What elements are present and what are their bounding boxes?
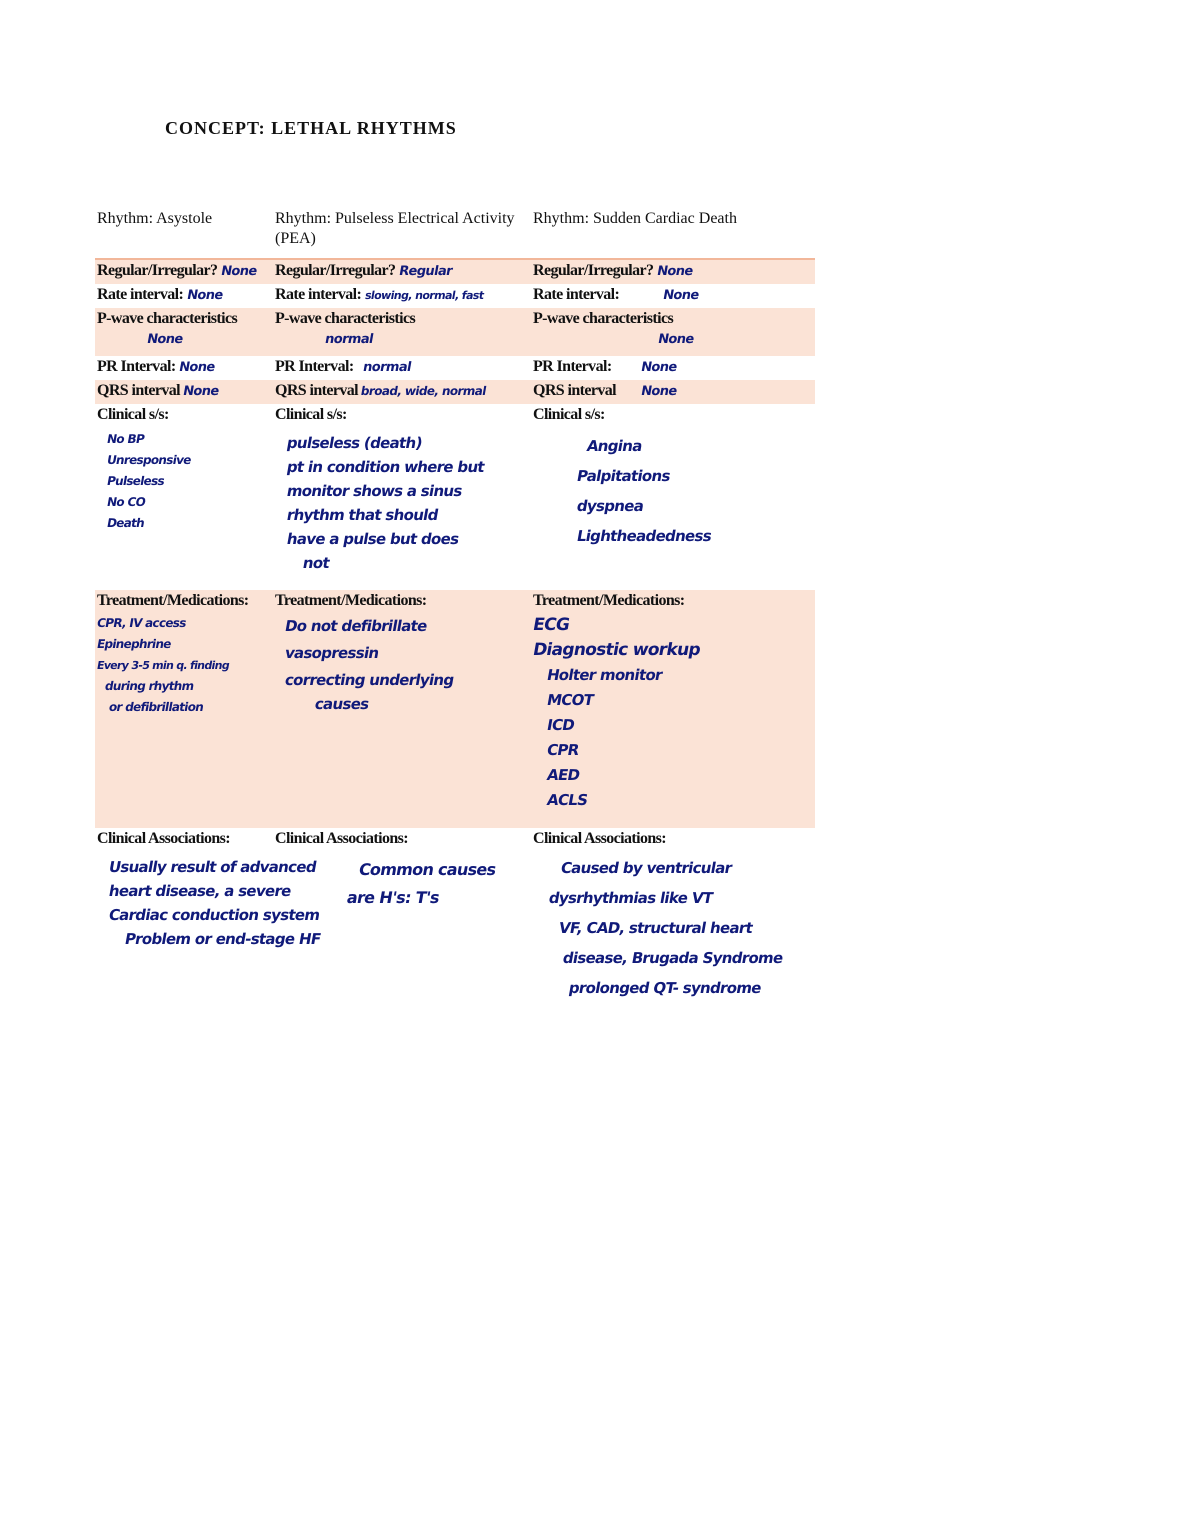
treatment-notes [533,613,813,813]
treatment-note: Do not defibrillate [283,617,429,635]
associations-note: Cardiac conduction system [107,906,322,924]
regular-label: Regular/Irregular? [533,262,654,279]
regular-irregular-row [95,258,815,284]
pwave-note: normal [323,332,375,347]
rate-note: None [661,288,700,303]
treatment-note: correcting underlying [283,671,456,689]
associations-note: disease, Brugada Syndrome [561,949,785,967]
treatment-note: causes [313,695,371,713]
treatment-note: ACLS [545,791,589,809]
rate-label: Rate interval: [97,286,184,303]
rate-note: None [185,288,224,303]
clinical-cell-3 [531,404,815,590]
clinical-note: Lightheadedness [575,527,713,545]
lethal-rhythms-table [95,208,815,997]
treatment-note: Holter monitor [545,666,664,684]
clinical-notes [577,431,813,551]
qrs-label: QRS interval [275,382,359,399]
treatment-notes [285,613,529,714]
associations-cell-3 [531,828,815,1004]
clinical-note: have a pulse but does [285,530,461,548]
pr-label: PR Interval: [97,358,176,375]
pr-cell-1 [95,356,273,380]
rhythm-asystole-header: Rhythm: Asystole [97,210,213,227]
clinical-note: pt in condition where but [285,458,486,476]
rate-cell-1 [95,284,273,308]
associations-cell-2 [273,828,531,1004]
associations-label: Clinical Associations: [97,830,231,847]
pr-cell-2 [273,356,531,380]
qrs-cell-3 [531,380,815,404]
treatment-note: AED [545,766,581,784]
rate-label: Rate interval: [275,286,362,303]
regular-note: Regular [397,264,454,279]
pr-label: PR Interval: [533,358,612,375]
associations-row [95,828,815,997]
associations-notes [549,853,813,1003]
associations-note: prolonged QT- syndrome [567,979,763,997]
treatment-note: Diagnostic workup [531,640,702,660]
pwave-cell-1 [95,308,273,356]
qrs-note: None [640,384,679,399]
pwave-note: None [656,332,695,347]
associations-note: are H's: T's [345,888,441,907]
pr-interval-row [95,356,815,380]
pwave-row [95,308,815,356]
clinical-note: Pulseless [105,474,166,488]
clinical-note: dyspnea [575,497,645,515]
qrs-cell-2 [273,380,531,404]
regular-cell-1 [95,260,273,284]
treatment-note: CPR, IV access [95,616,188,630]
regular-note: None [655,264,694,279]
clinical-note: rhythm that should [285,506,440,524]
clinical-ss-row [95,404,815,590]
qrs-cell-1 [95,380,273,404]
clinical-notes [107,429,271,534]
associations-note: heart disease, a severe [107,882,293,900]
regular-note: None [219,264,258,279]
pwave-note: None [145,332,184,347]
pwave-label: P-wave characteristics [275,310,416,327]
pwave-cell-3 [531,308,815,356]
clinical-cell-1 [95,404,273,590]
clinical-note: Angina [585,437,644,455]
pr-note: None [177,360,216,375]
treatment-note: Every 3-5 min q. finding [95,659,231,672]
page-title: CONCEPT: LETHAL RHYTHMS [165,118,457,138]
clinical-cell-2 [273,404,531,590]
regular-label: Regular/Irregular? [275,262,396,279]
treatment-note: or defibrillation [107,700,205,714]
qrs-interval-row [95,380,815,404]
treatment-note: ECG [531,615,571,635]
associations-cell-1 [95,828,322,1004]
regular-label: Regular/Irregular? [97,262,218,279]
associations-note: Usually result of advanced [107,858,318,876]
associations-label: Clinical Associations: [275,830,409,847]
treatment-row [95,590,815,828]
rhythm-scd-header: Rhythm: Sudden Cardiac Death [533,210,737,227]
rate-cell-3 [531,284,815,308]
qrs-label: QRS interval [97,382,181,399]
rate-cell-2 [273,284,531,308]
rate-label: Rate interval: [533,286,620,303]
pwave-label: P-wave characteristics [533,310,674,327]
regular-cell-2 [273,260,531,284]
clinical-note: monitor shows a sinus [285,482,464,500]
pr-label: PR Interval: [275,358,354,375]
associations-note: VF, CAD, structural heart [557,919,754,937]
pr-note: None [639,360,678,375]
clinical-notes [287,431,529,575]
pr-note: normal [361,360,413,375]
treatment-label: Treatment/Medications: [97,592,249,609]
clinical-note: Unresponsive [105,453,193,467]
associations-note: dysrhythmias like VT [547,889,714,907]
rate-interval-row [95,284,815,308]
treatment-label: Treatment/Medications: [275,592,427,609]
associations-label: Clinical Associations: [533,830,667,847]
regular-cell-3 [531,260,815,284]
clinical-note: No BP [105,432,146,446]
pwave-cell-2 [273,308,531,356]
associations-note: Common causes [357,860,498,879]
qrs-note: None [182,384,221,399]
clinical-note: No CO [105,495,147,509]
clinical-note: Palpitations [575,467,672,485]
clinical-note: pulseless (death) [285,434,424,452]
treatment-note: CPR [545,741,581,759]
rhythm-pea-header: Rhythm: Pulseless Electrical Activity (PEA) [275,210,515,247]
pr-cell-3 [531,356,815,380]
treatment-note: vasopressin [283,644,381,662]
clinical-label: Clinical s/s: [275,406,347,423]
associations-note: Problem or end-stage HF [123,930,322,948]
treatment-cell-2 [273,590,531,828]
treatment-label: Treatment/Medications: [533,592,685,609]
qrs-label: QRS interval [533,382,617,399]
associations-notes [345,855,529,911]
treatment-cell-1 [95,590,273,828]
treatment-note: ICD [545,716,576,734]
clinical-note: not [301,554,331,572]
qrs-note: broad, wide, normal [360,384,488,398]
associations-note: Caused by ventricular [559,859,734,877]
treatment-note: MCOT [545,691,595,709]
clinical-note: Death [105,516,146,530]
rate-note: slowing, normal, fast [363,289,485,302]
treatment-note: Epinephrine [95,637,173,651]
pwave-label: P-wave characteristics [97,310,238,327]
treatment-cell-3 [531,590,815,828]
clinical-label: Clinical s/s: [97,406,169,423]
clinical-label: Clinical s/s: [533,406,605,423]
rhythm-header-row [95,208,815,258]
treatment-notes [97,613,271,718]
treatment-note: during rhythm [103,679,195,693]
